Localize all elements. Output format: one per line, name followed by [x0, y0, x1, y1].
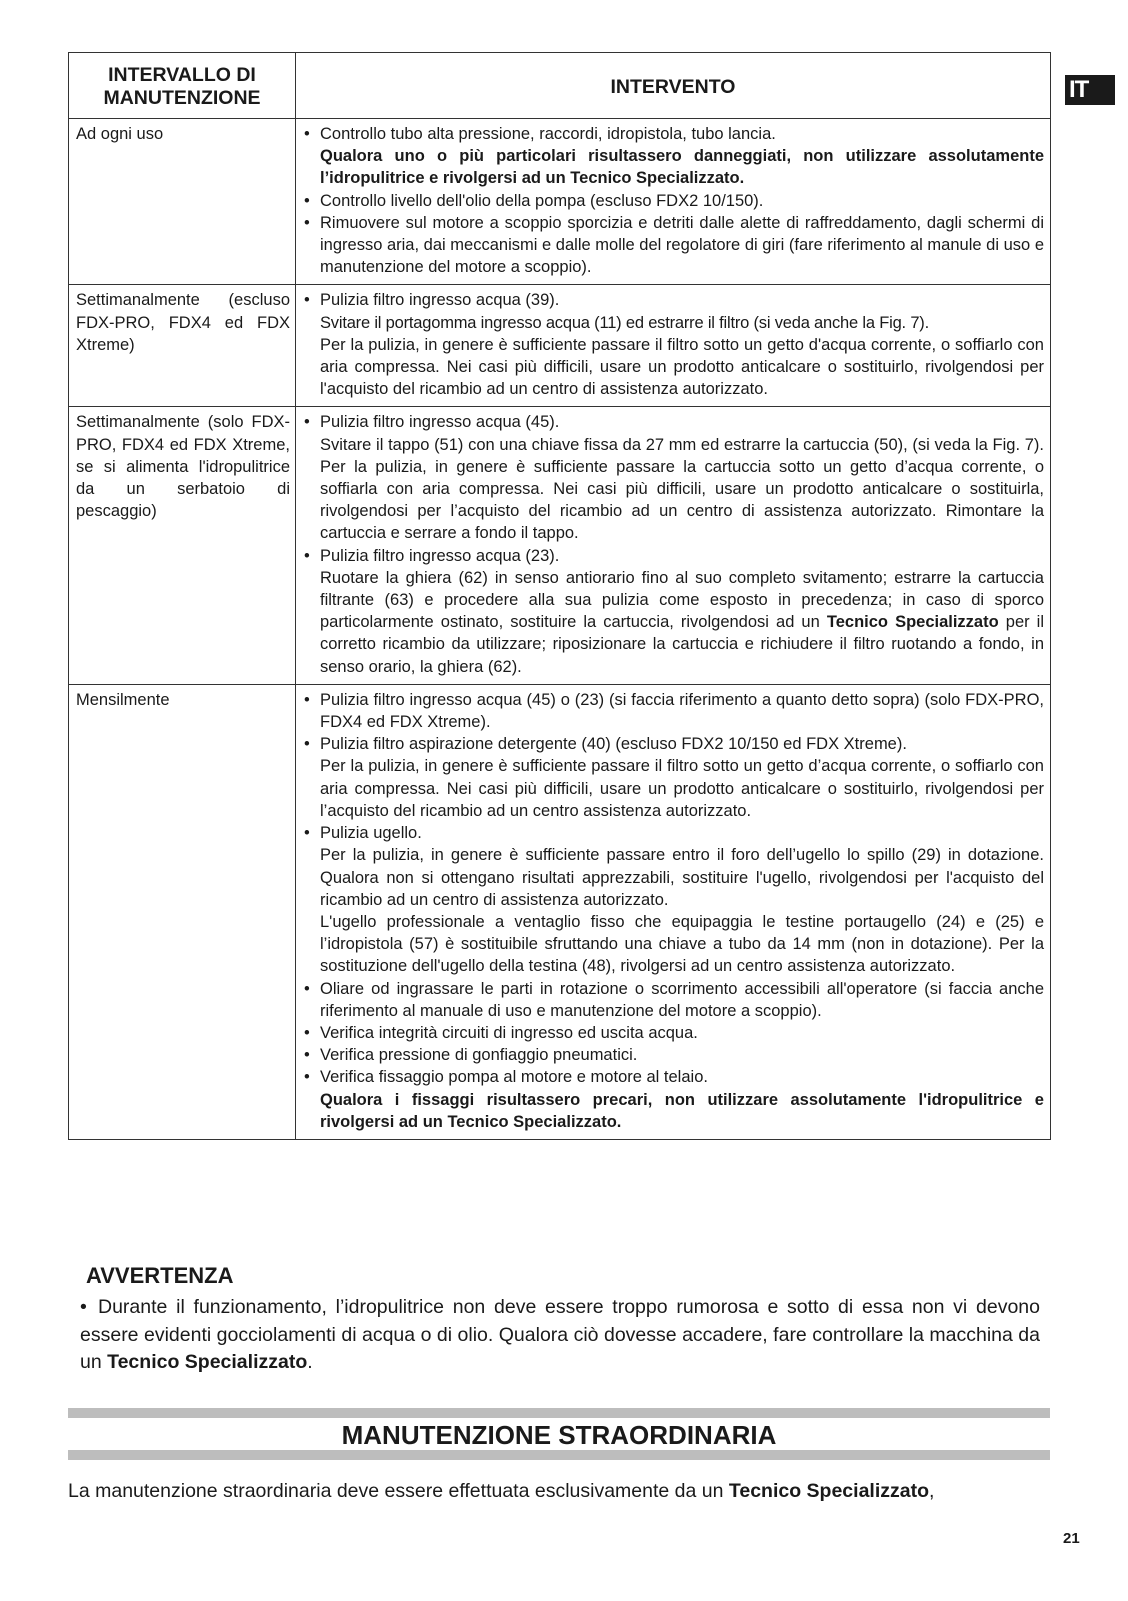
table-row [69, 684, 1051, 1139]
list-item: • Pulizia filtro ingresso acqua (45). Svitare il tappo (51) con una chiave fissa da 27 mm ed estrarre la cartuccia (50), (si veda la Fig. 7). Per la pulizia, in genere è sufficiente passare la cartuccia sotto un getto d’acqua corrente, o soffiarla con aria compressa. Nei casi più difficili, usare un prodotto anticalcare o sostituirla, rivolgendosi per l’acquisto del ricambio ad un centro di assistenza autorizzato. Rimontare la cartuccia e serrare a fondo il tappo. [303, 411, 1044, 544]
maintenance-table [68, 52, 1051, 1140]
table-row [69, 285, 1051, 407]
intervention-cell [296, 684, 1051, 1139]
list-item: • Verifica integrità circuiti di ingresso ed uscita acqua. [303, 1022, 1044, 1044]
list-item: • Controllo tubo alta pressione, raccordi, idropistola, tubo lancia. [303, 123, 1044, 145]
table-row [69, 407, 1051, 684]
section-divider-bottom [68, 1450, 1050, 1460]
list-item: • Controllo livello dell'olio della pompa (escluso FDX2 10/150). [303, 190, 1044, 212]
warning-title: AVVERTENZA [86, 1263, 234, 1288]
list-item: • Rimuovere sul motore a scoppio sporcizia e detriti dalle alette di raffreddamento, dagli schermi di ingresso aria, dai meccanismi e dalle molle del regolatore di giri (fare riferimento al manule di uso e manutenzione del motore a scoppio). [303, 212, 1044, 279]
page-number: 21 [1063, 1530, 1080, 1547]
section-paragraph: La manutenzione straordinaria deve essere effettuata esclusivamente da un Tecnico Specializzato, [68, 1480, 935, 1502]
language-tab: IT [1065, 75, 1115, 105]
table-header-row [69, 53, 1051, 119]
section-divider-top [68, 1408, 1050, 1418]
intervention-cell [296, 119, 1051, 285]
list-item: • Pulizia filtro ingresso acqua (23). Ruotare la ghiera (62) in senso antiorario fino al suo completo svitamento; estrarre la cartuccia filtrante (63) e procedere alla sua pulizia come esposto in precedenza; in caso di sporco particolarmente ostinato, sostituire la cartuccia, rivolgendosi ad un Tecnico Specializzato per il corretto ricambio da utilizzare; riposizionare la cartuccia e richiudere il filtro ruotando a fondo, in senso orario, la ghiera (62). [303, 545, 1044, 678]
list-item: • Pulizia filtro ingresso acqua (39). Svitare il portagomma ingresso acqua (11) ed estrarre il filtro (si veda anche la Fig. 7). Per la pulizia, in genere è sufficiente passare il filtro sotto un getto d'acqua corrente, o soffiarlo con aria compressa. Nei casi più difficili, usare un prodotto anticalcare o sostituirlo, rivolgendosi per l'acquisto del ricambio ad un centro di assistenza autorizzato. [303, 289, 1044, 400]
intervention-cell [296, 407, 1051, 684]
interval-cell: Mensilmente [69, 684, 296, 1139]
header-interval: INTERVALLO DI MANUTENZIONE [69, 53, 296, 119]
intervention-cell [296, 285, 1051, 407]
list-item: • Pulizia filtro aspirazione detergente (40) (escluso FDX2 10/150 ed FDX Xtreme). Per la pulizia, in genere è sufficiente passare il filtro sotto un getto d’acqua corrente, o soffiarlo con aria compressa. Nei casi più difficili, usare un prodotto anticalcare o sostituirlo, rivolgendosi per l’acquisto del ricambio ad un centro assistenza autorizzato. [303, 733, 1044, 822]
list-item: Qualora uno o più particolari risultassero danneggiati, non utilizzare assolutamente l’idropulitrice e rivolgersi ad un Tecnico Specializzato. [320, 147, 1044, 188]
bullet-icon: • [80, 1296, 87, 1318]
list-item: • Verifica fissaggio pompa al motore e motore al telaio. Qualora i fissaggi risultassero precari, non utilizzare assolutamente l'idropulitrice e rivolgersi ad un Tecnico Specializzato. [303, 1066, 1044, 1133]
header-intervention: INTERVENTO [296, 53, 1051, 119]
list-item: • Oliare od ingrassare le parti in rotazione o scorrimento accessibili all'operatore (si faccia anche riferimento al manuale di uso e manutenzione del motore a scoppio). [303, 978, 1044, 1022]
list-item: • Pulizia ugello. Per la pulizia, in genere è sufficiente passare entro il foro dell’ugello lo spillo (29) in dotazione. Qualora non si ottengano risultati apprezzabili, sostituire l'ugello, rivolgendosi per l'acquisto del ricambio ad un centro di assistenza autorizzato. L'ugello professionale a ventaglio fisso che equipaggia le testine portaugello (24) e (25) e l’idropistola (57) è sostituibile sfruttando una chiave a tubo da 14 mm (non in dotazione). Per la sostituzione dell'ugello della testina (48), rivolgersi ad un centro assistenza autorizzato. [303, 822, 1044, 977]
table-row [69, 119, 1051, 285]
interval-cell: Ad ogni uso [69, 119, 296, 285]
interval-cell: Settimanalmente (solo FDX-PRO, FDX4 ed FDX Xtreme, se si alimenta l'idropulitrice da un serbatoio di pescaggio) [69, 407, 296, 684]
list-item: • Verifica pressione di gonfiaggio pneumatici. [303, 1044, 1044, 1066]
interval-cell: Settimanalmente (escluso FDX-PRO, FDX4 ed FDX Xtreme) [69, 285, 296, 407]
section-title: MANUTENZIONE STRAORDINARIA [341, 1420, 777, 1450]
warning-text: • Durante il funzionamento, l’idropulitrice non deve essere troppo rumorosa e sotto di essa non vi devono essere evidenti gocciolamenti di acqua o di olio. Qualora ciò dovesse accadere, fare controllare la macchina da un Tecnico Specializzato. [80, 1296, 1040, 1373]
list-item: • Pulizia filtro ingresso acqua (45) o (23) (si faccia riferimento a quanto detto sopra) (solo FDX-PRO, FDX4 ed FDX Xtreme). [303, 689, 1044, 733]
